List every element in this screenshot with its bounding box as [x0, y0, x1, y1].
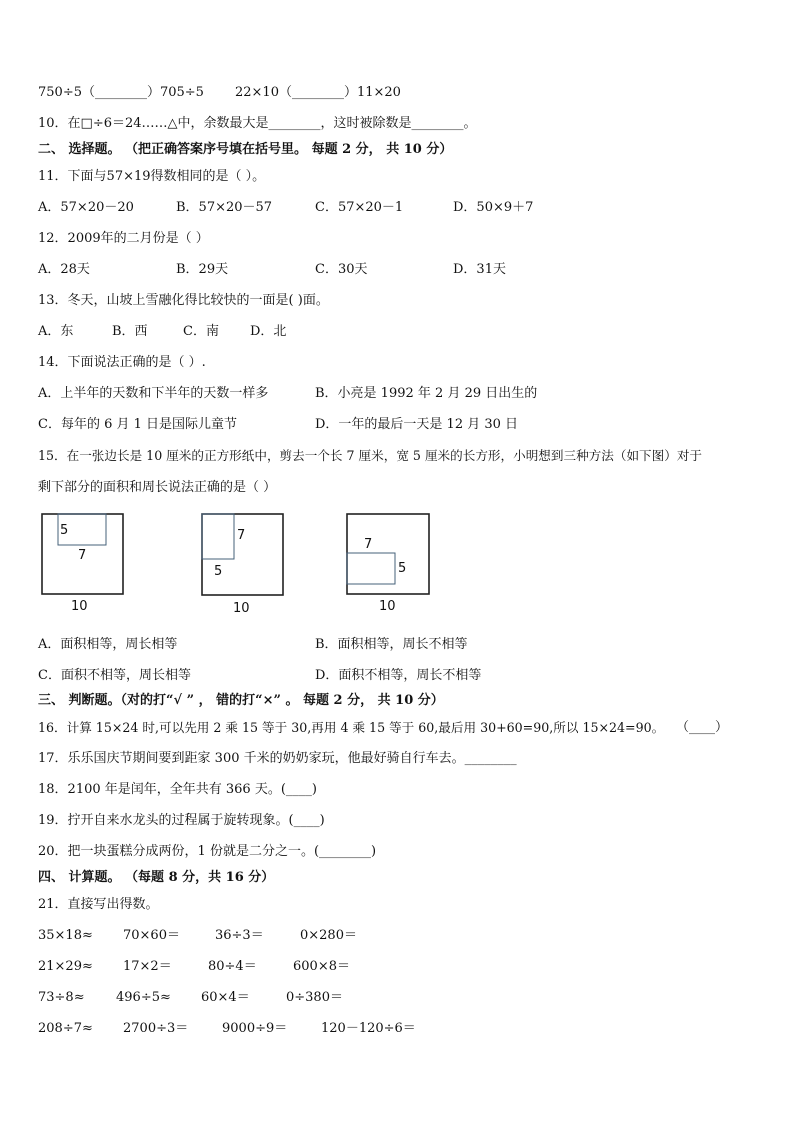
q12-option-a[interactable]: A．28天 — [38, 262, 90, 277]
q14-option-b[interactable]: B．小亮是 1992 年 2 月 29 日出生的 — [315, 386, 538, 401]
q15-option-a[interactable]: A．面积相等，周长相等 — [38, 637, 178, 652]
side-length-label: 10 — [379, 599, 396, 614]
square-outline — [347, 514, 429, 594]
calc-item: 120－120÷6＝ — [321, 1021, 416, 1036]
q12-option-b[interactable]: B．29天 — [176, 262, 229, 277]
q11-option-c[interactable]: C．57×20－1 — [315, 200, 404, 215]
section-4-title: 四、 计算题。 （每题 8 分，共 16 分） — [38, 870, 275, 885]
section-2-title: 二、 选择题。 （把正确答案序号填在括号里。 每题 2 分， 共 10 分） — [38, 142, 453, 157]
calc-item: 2700÷3＝ — [123, 1021, 189, 1036]
cut-height-label: 5 — [398, 561, 407, 576]
q16-answer-blank[interactable]: （____） — [676, 720, 729, 735]
cut-height-label: 5 — [60, 523, 69, 538]
q13-option-d[interactable]: D．北 — [250, 324, 287, 339]
q13-option-b[interactable]: B．西 — [112, 324, 148, 339]
q15-option-d[interactable]: D．面积不相等，周长不相等 — [315, 668, 482, 683]
cut-rectangle — [347, 553, 395, 584]
side-length-label: 10 — [71, 599, 88, 614]
calc-item: 208÷7≈ — [38, 1021, 93, 1036]
question-21-stem: 21．直接写出得数。 — [38, 897, 159, 912]
calc-item: 80÷4＝ — [208, 959, 257, 974]
q12-option-d[interactable]: D．31天 — [453, 262, 506, 277]
q15-option-b[interactable]: B．面积相等，周长不相等 — [315, 637, 468, 652]
question-18: 18．2100 年是闰年，全年共有 366 天。(____) — [38, 782, 317, 797]
square-outline — [202, 514, 283, 595]
side-length-label: 10 — [233, 601, 250, 616]
q14-option-d[interactable]: D．一年的最后一天是 12 月 30 日 — [315, 417, 519, 432]
section-3-title: 三、 判断题。（对的打“√ ” ， 错的打“×” 。 每题 2 分， 共 10 分） — [38, 693, 444, 708]
q15-figure-3 — [347, 514, 429, 614]
calc-item: 35×18≈ — [38, 928, 93, 943]
calc-item: 21×29≈ — [38, 959, 93, 974]
question-15-stem-line2: 剩下部分的面积和周长说法正确的是（ ） — [38, 480, 277, 495]
calc-item: 17×2＝ — [123, 959, 172, 974]
cut-width-label: 7 — [78, 548, 87, 563]
q13-option-a[interactable]: A．东 — [38, 324, 74, 339]
compare-item-1: 750÷5（________）705÷5 — [38, 85, 204, 100]
question-20: 20．把一块蛋糕分成两份，1 份就是二分之一。(________) — [38, 844, 377, 859]
q15-figures — [0, 505, 794, 617]
q14-option-a[interactable]: A．上半年的天数和下半年的天数一样多 — [38, 386, 269, 401]
q11-option-d[interactable]: D．50×9＋7 — [453, 200, 534, 215]
q11-option-a[interactable]: A．57×20－20 — [38, 200, 134, 215]
question-14-stem: 14．下面说法正确的是（ ）. — [38, 355, 206, 370]
question-16: 16．计算 15×24 时,可以先用 2 乘 15 等于 30,再用 4 乘 15 等于 60,最后用 30+60=90,所以 15×24=90。 — [38, 720, 665, 735]
q14-option-c[interactable]: C．每年的 6 月 1 日是国际儿童节 — [38, 417, 238, 432]
calc-item: 36÷3＝ — [215, 928, 264, 943]
calc-item: 70×60＝ — [123, 928, 180, 943]
q15-figure-1 — [42, 514, 123, 614]
cut-width-label: 7 — [237, 528, 246, 543]
cut-rectangle — [202, 514, 234, 559]
q15-option-c[interactable]: C．面积不相等，周长相等 — [38, 668, 191, 683]
question-17: 17．乐乐国庆节期间要到距家 300 千米的奶奶家玩，他最好骑自行车去。________ — [38, 751, 517, 766]
q13-option-c[interactable]: C．南 — [183, 324, 219, 339]
cut-height-label: 5 — [214, 564, 223, 579]
calc-item: 60×4＝ — [201, 990, 250, 1005]
compare-item-2: 22×10（________）11×20 — [235, 85, 401, 100]
question-11-stem: 11．下面与57×19得数相同的是（ ）。 — [38, 169, 266, 184]
calc-item: 0×280＝ — [300, 928, 357, 943]
q12-option-c[interactable]: C．30天 — [315, 262, 368, 277]
q15-figure-2 — [202, 514, 283, 616]
question-13-stem: 13．冬天，山坡上雪融化得比较快的一面是( )面。 — [38, 293, 329, 308]
cut-width-label: 7 — [364, 537, 373, 552]
question-10: 10．在□÷6＝24……△中，余数最大是________，这时被除数是________。 — [38, 116, 477, 131]
question-15-stem-line1: 15．在一张边长是 10 厘米的正方形纸中，剪去一个长 7 厘米，宽 5 厘米的长方形，小明想到三种方法（如下图）对于 — [38, 448, 703, 463]
calc-item: 9000÷9＝ — [222, 1021, 288, 1036]
question-12-stem: 12．2009年的二月份是（ ） — [38, 231, 209, 246]
calc-item: 73÷8≈ — [38, 990, 85, 1005]
question-19: 19．拧开自来水龙头的过程属于旋转现象。(____) — [38, 813, 325, 828]
q11-option-b[interactable]: B．57×20－57 — [176, 200, 273, 215]
calc-item: 0÷380＝ — [286, 990, 343, 1005]
calc-item: 496÷5≈ — [116, 990, 171, 1005]
calc-item: 600×8＝ — [293, 959, 350, 974]
